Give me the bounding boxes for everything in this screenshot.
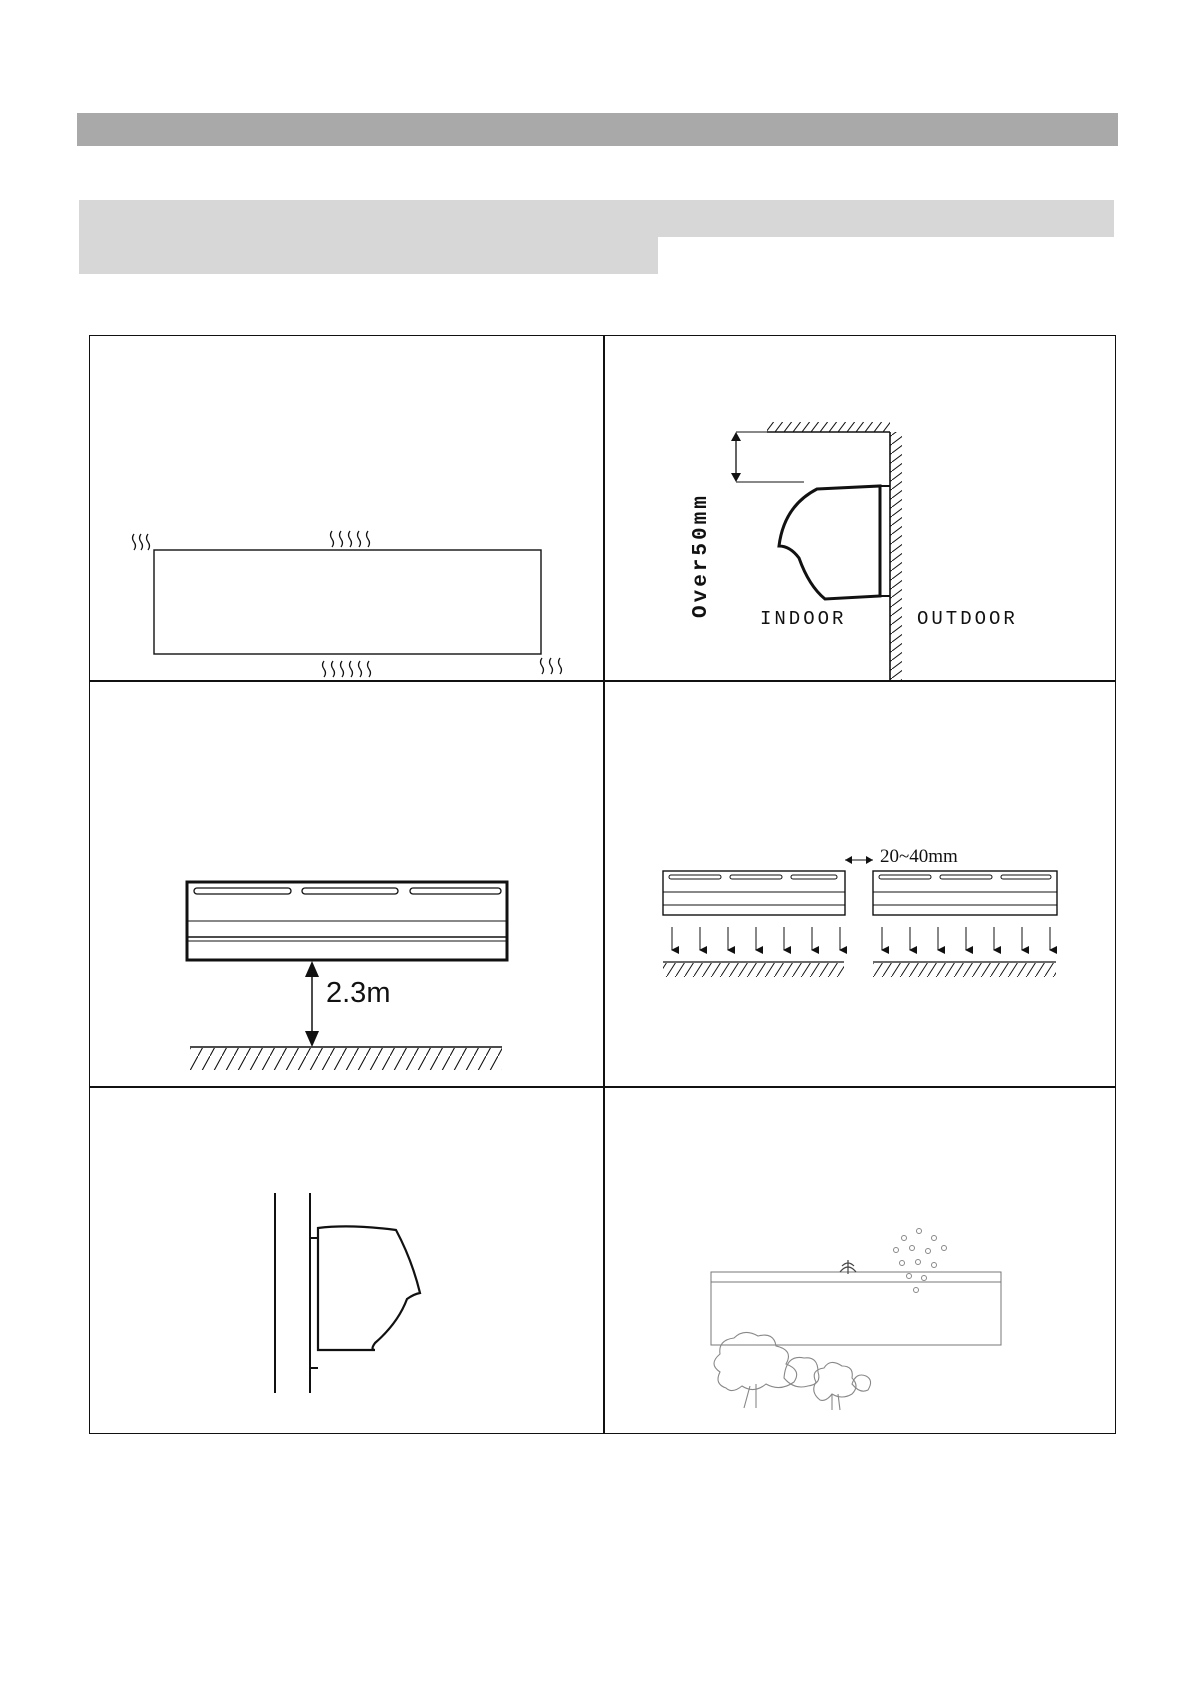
section-header-bar [77,113,1118,146]
section-subtitle-bar-line-2 [79,237,658,274]
obstacles-drawing [604,1088,1115,1432]
figure-wall-mounting [90,1088,602,1432]
heat-source-drawing [90,336,602,680]
figure-heat-source [90,336,602,680]
tree-icon [714,1332,871,1410]
figure-unit-spacing [604,682,1115,1086]
installation-figures-grid [89,335,1116,1434]
air-vent [410,888,501,894]
wall-hatch [890,432,902,680]
indoor-unit-side [779,486,880,599]
air-vent [194,888,291,894]
floor-hatch-right [873,963,1056,977]
airflow-arrows [672,927,1050,950]
indoor-unit-side [318,1226,420,1350]
height-dimension-label: 2.3m [326,977,391,1009]
air-vent [302,888,398,894]
spacing-dimension-label: 20~40mm [880,846,958,867]
outdoor-label: OUTDOOR [917,608,1018,630]
floor-hatch [190,1048,502,1070]
section-subtitle-bar-line-1 [79,200,1114,237]
figure-wall-clearance [604,336,1115,680]
ceiling-hatch [767,422,890,432]
unit-outline [154,550,541,654]
indoor-label: INDOOR [760,608,847,630]
wall-mounting-drawing [90,1088,602,1432]
floor-hatch-left [663,963,844,977]
mounting-height-drawing [90,682,602,1086]
figure-obstacles [604,1088,1115,1432]
heat-wave-icon [133,531,562,677]
wall-clearance-drawing [604,336,1115,680]
unit-right [873,871,1057,915]
unit-spacing-drawing [604,682,1115,1086]
clearance-dimension-label: Over50mm [690,493,713,618]
figure-mounting-height [90,682,602,1086]
water-drops-icon [894,1229,947,1293]
unit-left [663,871,845,915]
